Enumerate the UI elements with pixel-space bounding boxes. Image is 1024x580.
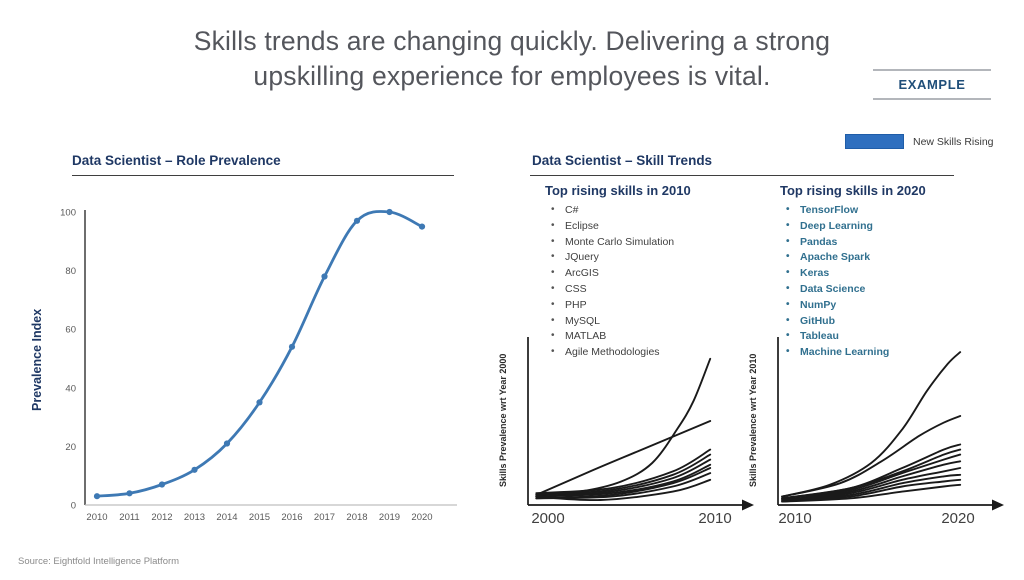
skills-sketch-chart-2000-2010 bbox=[495, 322, 765, 532]
skill-item: • Apache Spark bbox=[786, 252, 1010, 263]
sketch1-xstart-label: 2000 bbox=[531, 510, 565, 527]
svg-text:80: 80 bbox=[65, 266, 76, 278]
skill-item: • JQuery bbox=[551, 252, 775, 263]
role-chart-ylabel: Prevalence Index bbox=[30, 308, 44, 412]
sketch1-xend-label: 2010 bbox=[698, 510, 732, 527]
skill-item: • Deep Learning bbox=[786, 221, 1010, 232]
svg-text:2014: 2014 bbox=[216, 512, 238, 523]
skill-item: • PHP bbox=[551, 300, 775, 311]
skill-item: • Agile Methodologies bbox=[551, 347, 775, 358]
role-chart-title: Data Scientist – Role Prevalence bbox=[72, 153, 281, 168]
role-title-divider bbox=[72, 175, 454, 176]
svg-text:2010: 2010 bbox=[86, 512, 108, 523]
sketch1-ylabel: Skills Prevalence wrt Year 2000 bbox=[498, 353, 508, 487]
svg-text:2012: 2012 bbox=[151, 512, 173, 523]
legend bbox=[845, 134, 994, 149]
skill-item: • Machine Learning bbox=[786, 347, 1010, 358]
svg-text:2018: 2018 bbox=[346, 512, 368, 523]
skill-item: • GitHub bbox=[786, 316, 1010, 327]
skills-sketch-chart-2010-2020 bbox=[745, 322, 1015, 532]
svg-text:2015: 2015 bbox=[248, 512, 271, 523]
svg-text:20: 20 bbox=[65, 441, 76, 453]
skill-trends-title: Data Scientist – Skill Trends bbox=[532, 153, 713, 168]
skills-2010-heading: Top rising skills in 2010 bbox=[545, 183, 691, 198]
legend-swatch-icon bbox=[845, 134, 904, 149]
svg-text:2020: 2020 bbox=[411, 512, 433, 523]
svg-text:2013: 2013 bbox=[183, 512, 206, 523]
role-prevalence-line-chart bbox=[25, 188, 475, 533]
skill-item: • C# bbox=[551, 205, 775, 216]
svg-text:40: 40 bbox=[65, 383, 76, 395]
skill-item: • MySQL bbox=[551, 316, 775, 327]
skill-item: • ArcGIS bbox=[551, 268, 775, 279]
svg-text:60: 60 bbox=[65, 324, 76, 336]
skill-trends-divider bbox=[530, 175, 954, 176]
skill-item: • MATLAB bbox=[551, 331, 775, 342]
legend-label: New Skills Rising bbox=[913, 135, 994, 148]
svg-text:2019: 2019 bbox=[378, 512, 401, 523]
skills-2020-heading: Top rising skills in 2020 bbox=[780, 183, 926, 198]
svg-text:100: 100 bbox=[60, 207, 76, 219]
skill-item: • Pandas bbox=[786, 237, 1010, 248]
source-note: Source: Eightfold Intelligence Platform bbox=[18, 556, 180, 567]
sketch2-ylabel: Skills Prevalence wrt Year 2010 bbox=[748, 353, 758, 487]
example-badge bbox=[873, 69, 991, 100]
svg-text:2016: 2016 bbox=[281, 512, 303, 523]
sketch2-xstart-label: 2010 bbox=[778, 510, 812, 527]
svg-text:2017: 2017 bbox=[313, 512, 336, 523]
skill-item: • Data Science bbox=[786, 284, 1010, 295]
skill-item: • Eclipse bbox=[551, 221, 775, 232]
skill-item: • NumPy bbox=[786, 300, 1010, 311]
svg-text:2011: 2011 bbox=[119, 512, 140, 523]
skill-item: • Tableau bbox=[786, 331, 1010, 342]
svg-text:0: 0 bbox=[70, 500, 76, 512]
skill-item: • TensorFlow bbox=[786, 205, 1010, 216]
skill-item: • Monte Carlo Simulation bbox=[551, 237, 775, 248]
skill-item: • Keras bbox=[786, 268, 1010, 279]
example-badge-label: EXAMPLE bbox=[898, 77, 966, 92]
slide-title: Skills trends are changing quickly. Delivering a strong upskilling experience for employees is vital. bbox=[193, 26, 831, 92]
skill-item: • CSS bbox=[551, 284, 775, 295]
sketch2-xend-label: 2020 bbox=[941, 510, 975, 527]
